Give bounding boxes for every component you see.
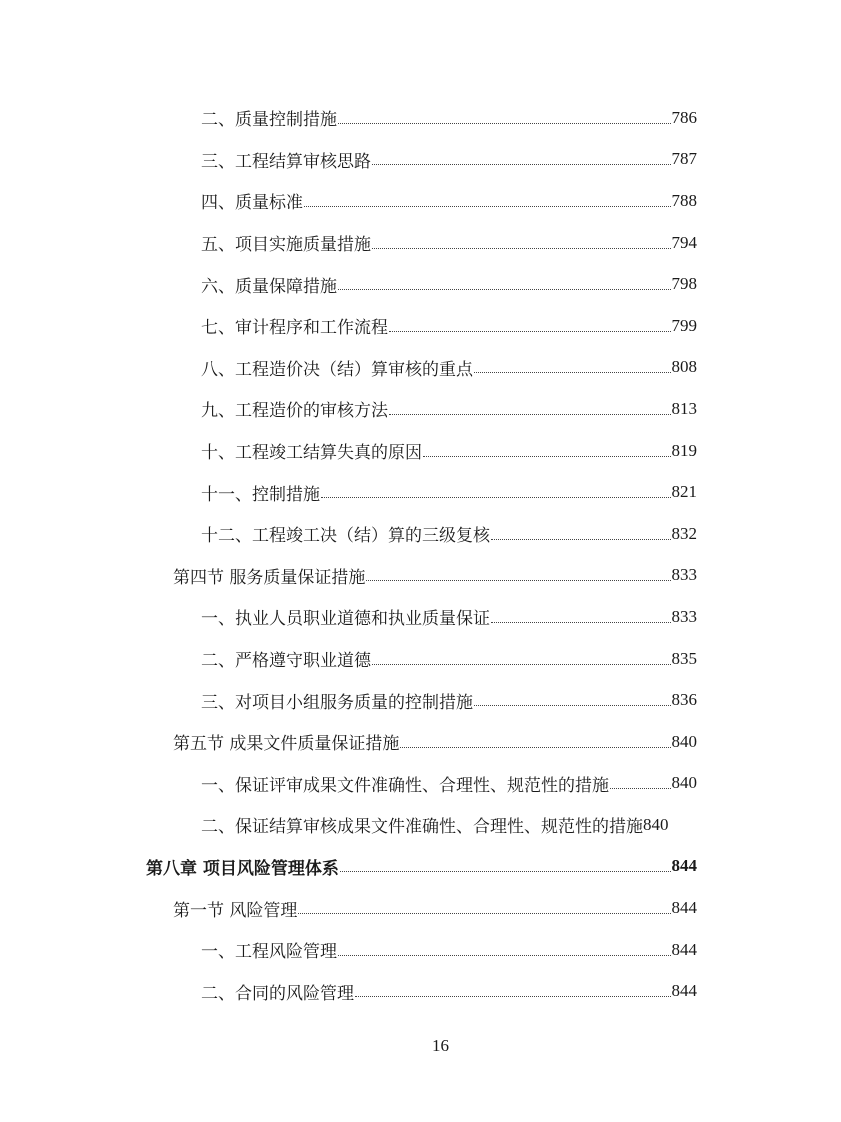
toc-entry-page: 836 xyxy=(671,690,697,710)
toc-entry-page: 840 xyxy=(671,773,697,793)
page-number: 16 xyxy=(432,1036,449,1055)
toc-entry xyxy=(0,97,697,139)
toc-entry-page: 832 xyxy=(671,523,697,543)
toc-entry-page: 821 xyxy=(671,482,697,502)
dot-leader xyxy=(321,480,671,498)
toc-entry-page: 840 xyxy=(671,731,697,751)
toc-entry-page: 844 xyxy=(671,898,697,918)
toc-entry-title: 九、工程造价的审核方法 xyxy=(201,401,388,422)
toc-entry-page: 844 xyxy=(671,856,697,876)
toc-entry xyxy=(0,804,841,846)
dot-leader xyxy=(491,605,671,623)
toc-entry xyxy=(0,471,697,513)
toc-entry-title: 六、质量保障措施 xyxy=(201,276,337,297)
toc-entry xyxy=(0,513,697,555)
dot-leader xyxy=(355,979,671,997)
toc-entry xyxy=(0,929,697,971)
toc-section-entry xyxy=(0,555,697,597)
toc-entry-page: 840 xyxy=(643,814,669,834)
toc-entry-page: 844 xyxy=(671,981,697,1001)
toc-entry xyxy=(0,679,697,721)
toc-entry-title: 十一、控制措施 xyxy=(201,484,320,505)
dot-leader xyxy=(400,730,670,748)
toc-entry-page: 798 xyxy=(671,274,697,294)
toc-entry xyxy=(0,596,697,638)
toc-entry-page: 788 xyxy=(671,190,697,210)
toc-entry-title: 二、合同的风险管理 xyxy=(201,983,354,1004)
toc-entry-page: 819 xyxy=(671,440,697,460)
toc-entry-title: 二、保证结算审核成果文件准确性、合理性、规范性的措施 xyxy=(201,817,643,838)
toc-chapter-entry xyxy=(0,846,697,888)
toc-entry-title: 一、保证评审成果文件准确性、合理性、规范性的措施 xyxy=(201,775,609,796)
toc-entry xyxy=(0,263,697,305)
toc-entry-title: 第一节 风险管理 xyxy=(173,900,298,921)
dot-leader xyxy=(372,231,671,249)
toc-entry-title: 七、审计程序和工作流程 xyxy=(201,318,388,339)
dot-leader xyxy=(304,189,671,207)
toc-entry xyxy=(0,139,697,181)
dot-leader xyxy=(366,563,670,581)
toc-entry-page: 813 xyxy=(671,398,697,418)
toc-entry-page: 799 xyxy=(671,315,697,335)
dot-leader xyxy=(338,106,671,124)
toc-entry-page: 835 xyxy=(671,648,697,668)
toc-entry-title: 八、工程造价决（结）算审核的重点 xyxy=(201,359,473,380)
dot-leader xyxy=(474,688,671,706)
toc-entry xyxy=(0,430,697,472)
toc-entry-page: 844 xyxy=(671,939,697,959)
toc-section-entry xyxy=(0,721,697,763)
toc-entry-page: 787 xyxy=(671,149,697,169)
toc-entry-title: 二、质量控制措施 xyxy=(201,110,337,131)
toc-entry xyxy=(0,222,697,264)
toc-section-entry xyxy=(0,887,697,929)
toc-entry xyxy=(0,180,697,222)
toc-entry-title: 十二、工程竣工决（结）算的三级复核 xyxy=(201,526,490,547)
toc-entry-title: 第五节 成果文件质量保证措施 xyxy=(173,734,400,755)
toc-entry xyxy=(0,347,697,389)
dot-leader xyxy=(389,397,671,415)
toc-entry-title: 第四节 服务质量保证措施 xyxy=(173,567,366,588)
dot-leader xyxy=(338,272,671,290)
toc-entry-page: 833 xyxy=(671,565,697,585)
toc-entry xyxy=(0,763,697,805)
toc-entry-title: 三、工程结算审核思路 xyxy=(201,151,371,172)
dot-leader xyxy=(610,771,671,789)
toc-entry xyxy=(0,970,697,1012)
toc-entry-title: 第八章 项目风险管理体系 xyxy=(146,858,339,879)
toc-entry xyxy=(0,388,697,430)
toc-entry xyxy=(0,638,697,680)
toc-entry-title: 三、对项目小组服务质量的控制措施 xyxy=(201,692,473,713)
dot-leader xyxy=(474,355,671,373)
toc-entry-title: 一、工程风险管理 xyxy=(201,942,337,963)
toc-entry-title: 十、工程竣工结算失真的原因 xyxy=(201,443,422,464)
toc-entry-title: 一、执业人员职业道德和执业质量保证 xyxy=(201,609,490,630)
table-of-contents xyxy=(0,97,841,1012)
dot-leader xyxy=(491,522,671,540)
toc-entry-title: 五、项目实施质量措施 xyxy=(201,235,371,256)
toc-entry-page: 794 xyxy=(671,232,697,252)
toc-entry-page: 786 xyxy=(671,107,697,127)
toc-entry-title: 四、质量标准 xyxy=(201,193,303,214)
dot-leader xyxy=(389,314,671,332)
toc-entry-page: 833 xyxy=(671,606,697,626)
dot-leader xyxy=(298,896,670,914)
dot-leader xyxy=(372,147,671,165)
dot-leader xyxy=(340,854,671,872)
toc-entry-page: 808 xyxy=(671,357,697,377)
toc-entry xyxy=(0,305,697,347)
dot-leader xyxy=(372,647,671,665)
dot-leader xyxy=(423,439,671,457)
toc-entry-title: 二、严格遵守职业道德 xyxy=(201,651,371,672)
dot-leader xyxy=(338,938,671,956)
